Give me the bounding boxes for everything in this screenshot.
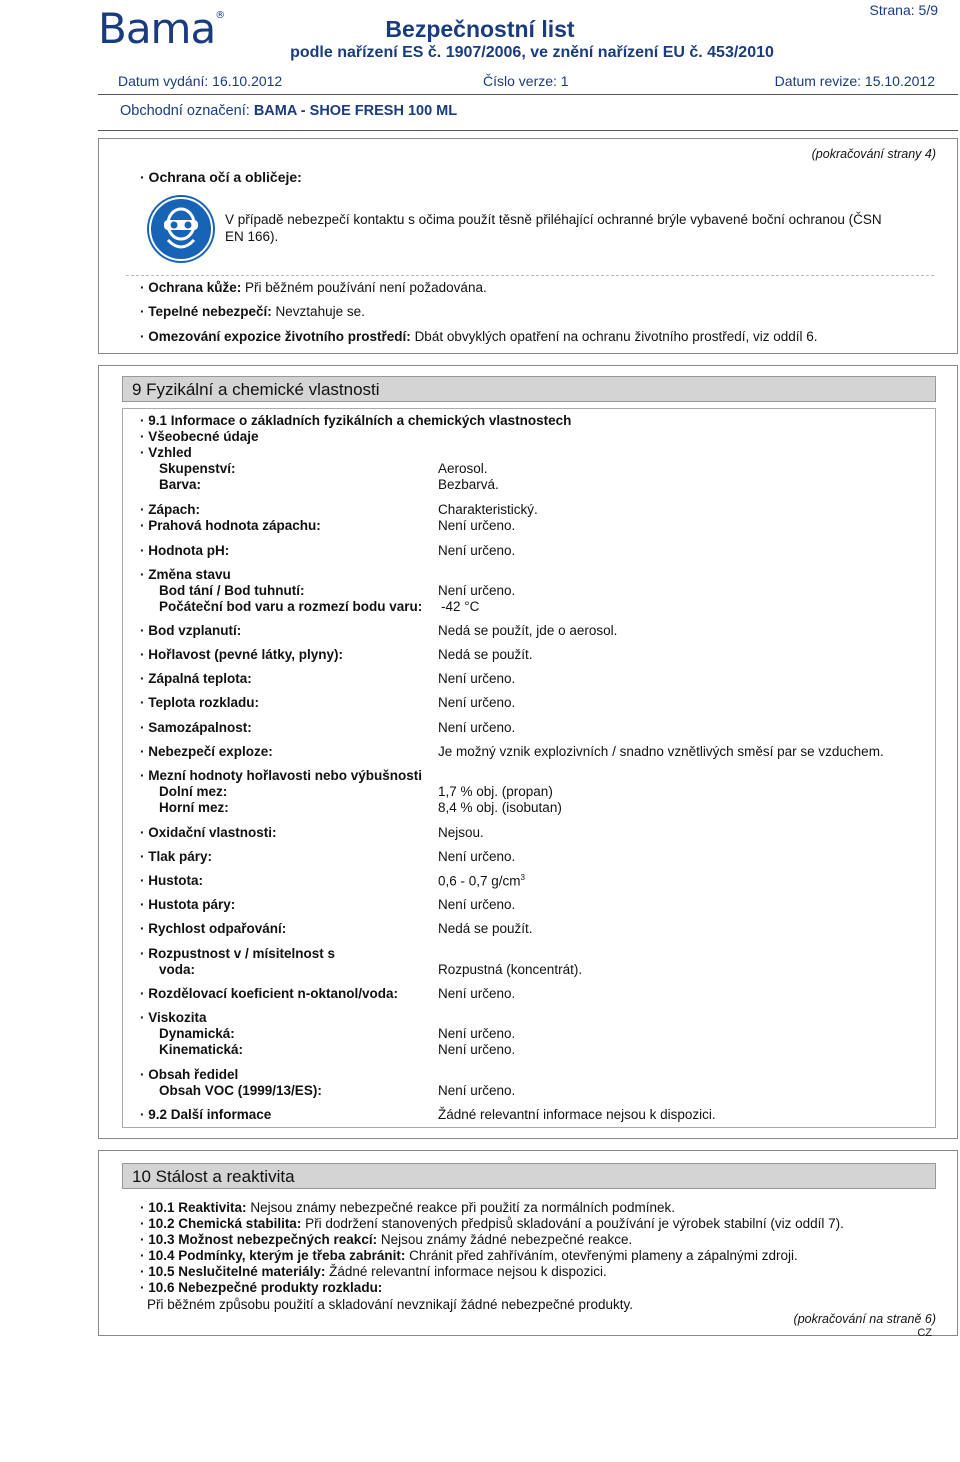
- property-value-text: 8,4 % obj. (isobutan): [438, 800, 562, 815]
- stability-item-value: Při dodržení stanovených předpisů skladování a používání je výrobek stabilní (viz oddíl 7).: [301, 1216, 844, 1231]
- property-value-text: Není určeno.: [438, 583, 516, 598]
- stability-item-label: · 10.2 Chemická stabilita:: [140, 1216, 302, 1231]
- header-divider-2: [98, 130, 958, 131]
- property-value-text: Je možný vznik explozivních / snadno vznětlivých směsí par se vzduchem.: [438, 744, 884, 759]
- property-value-text: Není určeno.: [438, 671, 516, 686]
- property-value-text: Žádné relevantní informace nejsou k dispozici.: [438, 1107, 716, 1122]
- property-label: Horní mez:: [159, 800, 229, 815]
- revision-date: Datum revize: 15.10.2012: [774, 73, 935, 89]
- stability-item-label: · 10.6 Nebezpečné produkty rozkladu:: [140, 1280, 383, 1295]
- property-value: [438, 962, 582, 977]
- property-value: [438, 518, 515, 533]
- stability-item: [140, 1264, 607, 1279]
- property-label: Dolní mez:: [159, 784, 228, 799]
- trade-name: [120, 103, 457, 119]
- stability-item-label: · 10.3 Možnost nebezpečných reakcí:: [140, 1232, 378, 1247]
- section-9-heading: 9 Fyzikální a chemické vlastnosti: [122, 376, 936, 402]
- document-subtitle: podle nařízení ES č. 1907/2006, ve znění nařízení EU č. 453/2010: [290, 44, 774, 61]
- property-value-text: Není určeno.: [438, 986, 516, 1001]
- eye-protection-icon: [146, 194, 216, 264]
- property-value: [438, 800, 562, 815]
- property-value-text: 1,7 % obj. (propan): [438, 784, 553, 799]
- property-value-text: Není určeno.: [438, 849, 516, 864]
- property-value-text: Rozpustná (koncentrát).: [438, 962, 583, 977]
- stability-item: [140, 1200, 675, 1215]
- environmental-exposure-value: Dbát obvyklých opatření na ochranu životního prostředí, viz oddíl 6.: [414, 329, 818, 344]
- property-value: [438, 849, 515, 864]
- property-value-text: -42 °C: [441, 599, 480, 614]
- property-value-text: Není určeno.: [438, 897, 516, 912]
- property-value: [438, 873, 525, 889]
- property-label: · Teplota rozkladu:: [140, 695, 260, 710]
- logo-text: Bama: [98, 4, 216, 53]
- property-label: · Rozdělovací koeficient n-oktanol/voda:: [140, 986, 399, 1001]
- property-value-text: Nedá se použít.: [438, 921, 533, 936]
- property-label: Obsah VOC (1999/13/ES):: [159, 1083, 322, 1098]
- property-label: · Všeobecné údaje: [140, 429, 259, 444]
- property-label: · Viskozita: [140, 1010, 207, 1025]
- property-label: · Vzhled: [140, 445, 192, 460]
- property-value: [438, 583, 515, 598]
- property-value-text: Není určeno.: [438, 695, 516, 710]
- property-value: [438, 671, 515, 686]
- property-label: · Hustota páry:: [140, 897, 236, 912]
- stability-item-label: · 10.5 Neslučitelné materiály:: [140, 1264, 326, 1279]
- stability-item: [140, 1248, 798, 1263]
- page-number: Strana: 5/9: [869, 2, 938, 18]
- density-unit-exponent: 3: [520, 873, 525, 882]
- section-10-heading: 10 Stálost a reaktivita: [122, 1163, 936, 1189]
- property-value: [438, 1107, 716, 1122]
- stability-item-value: Chránit před zahříváním, otevřenými plameny a zápalnými zdroji.: [405, 1248, 798, 1263]
- property-value: [438, 623, 617, 638]
- property-value: [438, 647, 533, 662]
- logo-registered-mark: ®: [215, 10, 225, 21]
- skin-protection-label: · Ochrana kůže:: [140, 280, 242, 295]
- property-value-text: Nedá se použít, jde o aerosol.: [438, 623, 618, 638]
- property-value-text: Aerosol.: [438, 461, 488, 476]
- property-value: [438, 784, 553, 799]
- property-label: · 9.2 Další informace: [140, 1107, 272, 1122]
- property-label: · Rychlost odpařování:: [140, 921, 287, 936]
- stability-item-label: · 10.1 Reaktivita:: [140, 1200, 247, 1215]
- property-value-text: 0,6 - 0,7 g/cm: [438, 873, 521, 889]
- stability-item: [140, 1280, 382, 1295]
- property-label: · Hustota:: [140, 873, 203, 888]
- property-label: · Nebezpečí exploze:: [140, 744, 273, 759]
- property-label: Bod tání / Bod tuhnutí:: [159, 583, 305, 598]
- stability-item-value: Žádné relevantní informace nejsou k dispozici.: [325, 1264, 607, 1279]
- property-label: · Rozpustnost v / mísitelnost s: [140, 946, 336, 961]
- environmental-exposure: [140, 329, 818, 344]
- property-label: · Prahová hodnota zápachu:: [140, 518, 321, 533]
- property-value-text: Bezbarvá.: [438, 477, 499, 492]
- property-label: Skupenství:: [159, 461, 236, 476]
- property-label: · Změna stavu: [140, 567, 231, 582]
- property-value: [438, 825, 484, 840]
- stability-item-value: Nejsou známy nebezpečné reakce při použití za normálních podmínek.: [246, 1200, 676, 1215]
- property-value: [438, 477, 499, 492]
- stability-item: [140, 1216, 844, 1231]
- eye-protection-label: · Ochrana očí a obličeje:: [140, 169, 302, 185]
- thermal-hazard: [140, 304, 365, 319]
- property-value: [438, 1026, 515, 1041]
- property-value: [441, 599, 479, 614]
- property-label: Dynamická:: [159, 1026, 235, 1041]
- property-label: · Obsah ředidel: [140, 1067, 239, 1082]
- property-label: · Oxidační vlastnosti:: [140, 825, 277, 840]
- property-value: [438, 461, 488, 476]
- property-label: · 9.1 Informace o základních fyzikálních a chemických vlastnostech: [140, 413, 572, 428]
- skin-protection-value: Při běžném používání není požadována.: [245, 280, 487, 295]
- property-label: Kinematická:: [159, 1042, 244, 1057]
- property-label: Barva:: [159, 477, 202, 492]
- property-value-text: Není určeno.: [438, 1083, 516, 1098]
- property-value: [438, 986, 515, 1001]
- property-label: · Zápalná teplota:: [140, 671, 252, 686]
- property-value-text: Není určeno.: [438, 518, 516, 533]
- property-label: · Tlak páry:: [140, 849, 213, 864]
- property-value: [438, 720, 515, 735]
- property-value: [438, 502, 538, 517]
- property-value: [438, 1083, 515, 1098]
- trade-name-label: Obchodní označení:: [120, 103, 250, 119]
- decomposition-products-text: Při běžném způsobu použití a skladování nevznikají žádné nebezpečné produkty.: [147, 1297, 634, 1312]
- stability-item-value: Nejsou známy žádné nebezpečné reakce.: [377, 1232, 633, 1247]
- property-value: [438, 695, 515, 710]
- dashed-separator: [126, 275, 934, 276]
- property-label: voda:: [159, 962, 196, 977]
- property-value-text: Charakteristický.: [438, 502, 538, 517]
- property-label: · Samozápalnost:: [140, 720, 252, 735]
- skin-protection: [140, 280, 487, 295]
- property-value: [438, 1042, 515, 1057]
- property-value-text: Nedá se použít.: [438, 647, 533, 662]
- document-title: Bezpečnostní list: [385, 16, 575, 42]
- property-label: · Zápach:: [140, 502, 201, 517]
- property-label: Počáteční bod varu a rozmezí bodu varu:: [159, 599, 423, 614]
- property-value-text: Nejsou.: [438, 825, 484, 840]
- property-value-text: Není určeno.: [438, 1042, 516, 1057]
- eye-protection-text-2: EN 166).: [225, 229, 279, 244]
- issue-date: Datum vydání: 16.10.2012: [118, 73, 283, 89]
- version-number: Číslo verze: 1: [483, 73, 569, 89]
- property-label: · Bod vzplanutí:: [140, 623, 242, 638]
- stability-item: [140, 1232, 632, 1247]
- property-label: · Mezní hodnoty hořlavosti nebo výbušnosti: [140, 768, 423, 783]
- property-label: · Hořlavost (pevné látky, plyny):: [140, 647, 344, 662]
- eye-protection-text-1: V případě nebezpečí kontaktu s očima použít těsně přiléhající ochranné brýle vybavené boční ochranou (ČSN: [225, 212, 882, 227]
- stability-item-label: · 10.4 Podmínky, kterým je třeba zabránit:: [140, 1248, 406, 1263]
- property-value: [438, 543, 515, 558]
- environmental-exposure-label: · Omezování expozice životního prostředí:: [140, 329, 411, 344]
- trade-name-value: BAMA - SHOE FRESH 100 ML: [253, 103, 458, 119]
- thermal-hazard-value: Nevztahuje se.: [275, 304, 365, 319]
- header-divider: [98, 94, 958, 95]
- property-label: · Hodnota pH:: [140, 543, 230, 558]
- thermal-hazard-label: · Tepelné nebezpečí:: [140, 304, 272, 319]
- continued-on-note: (pokračování na straně 6): [793, 1312, 936, 1326]
- continued-from-note: (pokračování strany 4): [811, 147, 936, 161]
- property-value-text: Není určeno.: [438, 720, 516, 735]
- language-code: CZ: [917, 1327, 932, 1339]
- property-value: [438, 744, 884, 759]
- property-value-text: Není určeno.: [438, 1026, 516, 1041]
- property-value: [438, 921, 533, 936]
- property-value: [438, 897, 515, 912]
- property-value-text: Není určeno.: [438, 543, 516, 558]
